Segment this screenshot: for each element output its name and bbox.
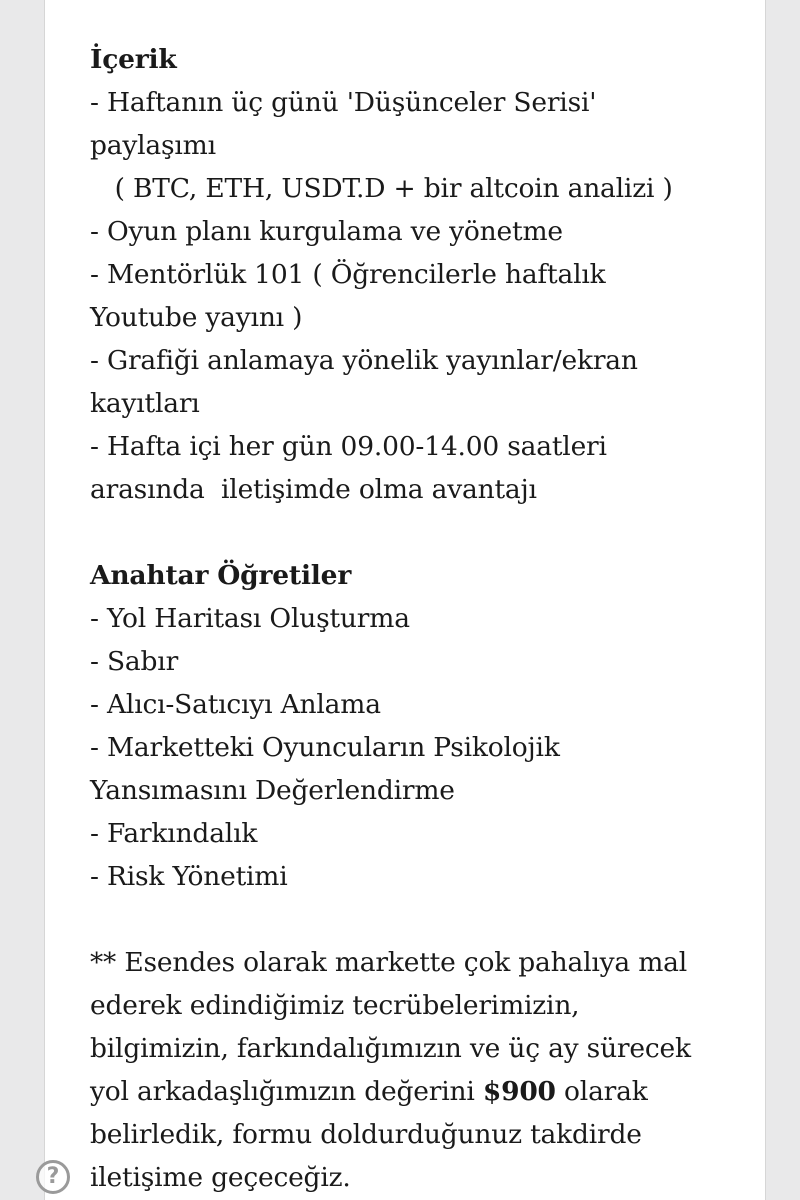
list-item: Yansımasını Değerlendirme <box>90 775 455 806</box>
list-item: - Alıcı-Satıcıyı Anlama <box>90 689 381 720</box>
note-price-prefix: yol arkadaşlığımızın değerini <box>90 1076 483 1107</box>
note-line: iletişime geçeceğiz. <box>90 1162 351 1193</box>
note-line: bilgimizin, farkındalığımızın ve üç ay sürecek <box>90 1033 691 1064</box>
list-item: kayıtları <box>90 388 200 419</box>
note-price-line <box>90 1070 700 1113</box>
list-item: - Risk Yönetimi <box>90 861 288 892</box>
list-item: - Haftanın üç günü 'Düşünceler Serisi' <box>90 87 597 118</box>
list-item: - Yol Haritası Oluşturma <box>90 603 410 634</box>
note-line: belirledik, formu doldurduğunuz takdirde <box>90 1119 642 1150</box>
list-item: ( BTC, ETH, USDT.D + bir altcoin analizi ) <box>90 173 673 204</box>
scrollbar-track[interactable] <box>785 0 800 1200</box>
section-title-icerik: İçerik <box>90 44 177 75</box>
list-item: - Sabır <box>90 646 179 677</box>
note-line: ederek edindiğimiz tecrübelerimizin, <box>90 990 580 1021</box>
list-item: Youtube yayını ) <box>90 302 303 333</box>
list-item: - Farkındalık <box>90 818 258 849</box>
note-line: ** Esendes olarak markette çok pahalıya mal <box>90 947 688 978</box>
list-item: - Marketteki Oyuncuların Psikolojik <box>90 732 560 763</box>
list-item: paylaşımı <box>90 130 216 161</box>
section-title-anahtar-ogretiler: Anahtar Öğretiler <box>90 560 352 591</box>
list-item: - Grafiği anlamaya yönelik yayınlar/ekran <box>90 345 638 376</box>
price-value: $900 <box>482 1076 556 1107</box>
list-item: - Hafta içi her gün 09.00-14.00 saatleri <box>90 431 607 462</box>
document-content <box>90 38 700 1199</box>
note-price-suffix: olarak <box>555 1076 648 1107</box>
list-item: arasında iletişimde olma avantajı <box>90 474 537 505</box>
paragraph-spacer <box>90 511 700 554</box>
list-item: - Mentörlük 101 ( Öğrencilerle haftalık <box>90 259 606 290</box>
help-icon[interactable]: ? <box>36 1160 70 1194</box>
list-item: - Oyun planı kurgulama ve yönetme <box>90 216 563 247</box>
paragraph-spacer <box>90 898 700 941</box>
